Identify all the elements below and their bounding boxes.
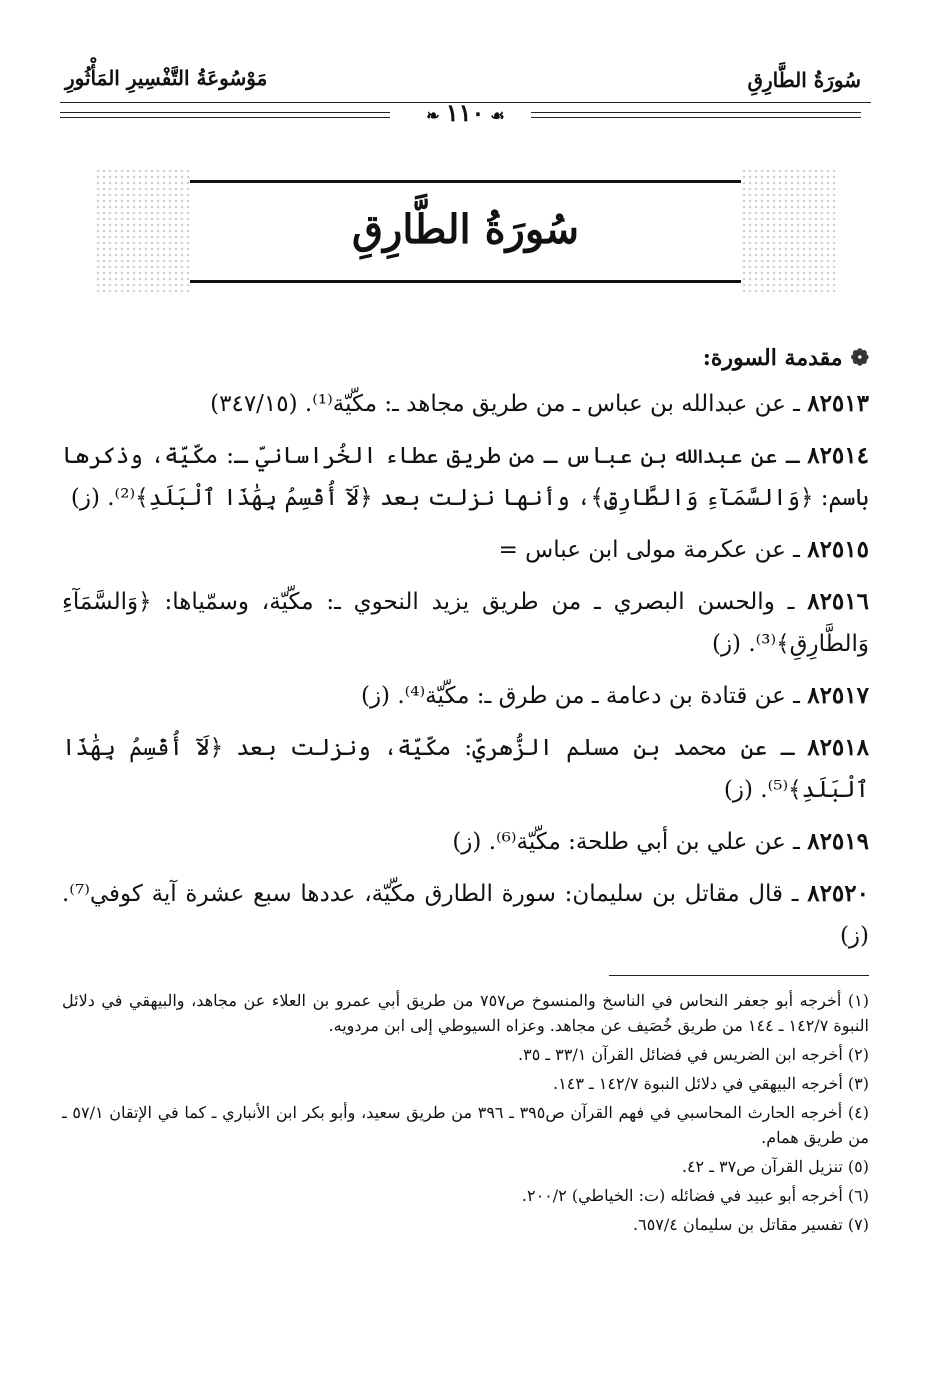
ornament-icon: ❧ [426, 106, 440, 125]
entry-number: ٨٢٥٢٠ [807, 880, 869, 907]
footnote-separator [609, 975, 869, 976]
entry-number: ٨٢٥١٤ [807, 442, 869, 469]
header-rule-left [60, 112, 390, 118]
narration-entry [62, 581, 869, 665]
entry-text: ـ قال مقاتل بن سليمان: سورة الطارق مكّيّة، عددها سبع عشرة آية كوفي⁽⁷⁾. (ز) [62, 881, 869, 949]
entry-text: ـ والحسن البصري ـ من طريق يزيد النحوي ـ: مكّيّة، وسمّياها: ﴿وَالسَّمَآءِ وَالطَّارِقِ﴾⁽³⁾. (ز) [62, 589, 869, 657]
page-header [60, 60, 871, 140]
footnote: (٢) أخرجه ابن الضريس في فضائل القرآن ٣٣/١ ـ ٣٥. [518, 1045, 869, 1064]
running-book-title: مَوْسُوعَةُ التَّفْسِيرِ المَأْثُورِ [65, 66, 268, 90]
surah-title: سُورَةُ الطَّارِقِ [351, 206, 580, 253]
entry-number: ٨٢٥١٩ [807, 828, 869, 855]
narration-entry [62, 727, 869, 811]
entry-text: ـ عن علي بن أبي طلحة: مكّيّة⁽⁶⁾. (ز) [452, 829, 808, 855]
entry-number: ٨٢٥١٥ [807, 536, 869, 563]
entry-text: ـ عن عكرمة مولى ابن عباس = [498, 537, 808, 563]
entry-text: ـ عن محمد بن مسلم الزُّهريّ: مكّيّة، ونزلت بعد ﴿لَآ أُقْسِمُ بِهَٰذَا ٱلْبَلَدِ﴾⁽⁵⁾. (ز) [62, 735, 869, 803]
footnote: (٧) تفسير مقاتل بن سليمان ٦٥٧/٤. [633, 1215, 869, 1234]
page-number: ١١٠ [445, 98, 485, 127]
narration-entry [62, 675, 869, 717]
entry-number: ٨٢٥١٨ [807, 734, 869, 761]
section-heading-text: مقدمة السورة: [702, 345, 843, 371]
main-content [62, 345, 869, 967]
entry-text: ـ عن قتادة بن دعامة ـ من طرق ـ: مكّيّة⁽⁴⁾. (ز) [360, 683, 808, 709]
entry-number: ٨٢٥١٣ [807, 390, 869, 417]
entry-number: ٨٢٥١٧ [807, 682, 869, 709]
entry-number: ٨٢٥١٦ [807, 588, 869, 615]
entry-text: ـ عن عبدالله بن عباس ـ من طريق مجاهد ـ: مكّيّة⁽¹⁾. (٣٤٧/١٥) [210, 391, 808, 417]
section-heading [62, 345, 869, 371]
narration-entry [62, 873, 869, 957]
narration-entry [62, 383, 869, 425]
narration-entry [62, 435, 869, 519]
entry-text: ـ عن عبدالله بن عباس ـ من طريق عطاء الخُراسانيّ ـ: مكّيّة، وذكرها باسم: ﴿وَالسَّمَآءِ وَالطَّارِقِ﴾، وأنها نزلت بعد ﴿لَآ أُقْسِمُ بِهَٰذَا ٱلْبَلَدِ﴾⁽²⁾. (ز) [62, 443, 869, 511]
ornament-icon: ☙ [490, 106, 505, 125]
footnote: (٤) أخرجه الحارث المحاسبي في فهم القرآن ص٣٩٥ ـ ٣٩٦ من طريق سعيد، وأبو بكر ابن الأنباري ـ كما في الإتقان ٥٧/١ ـ من طريق همام. [62, 1103, 870, 1147]
page-number-block [420, 98, 510, 127]
footnote: (١) أخرجه أبو جعفر النحاس في الناسخ والمنسوخ ص٧٥٧ من طريق أبي عمرو بن العلاء عن مجاهد، والبيهقي في دلائل النبوة ١٤٢/٧ ـ ١٤٤ من طريق خُصَيف عن مجاهد. وعزاه السيوطي إلى ابن مردويه. [62, 991, 870, 1035]
running-surah-name: سُورَةُ الطَّارِقِ [747, 68, 861, 92]
footnotes [62, 988, 869, 1241]
footnote: (٥) تنزيل القرآن ص٣٧ ـ ٤٢. [681, 1157, 869, 1176]
flower-ornament-icon: ❁ [850, 345, 869, 371]
footnote: (٦) أخرجه أبو عبيد في فضائله (ت: الخياطي) ٢٠٠/٢. [521, 1186, 869, 1205]
surah-title-frame [95, 168, 836, 293]
header-rule-right [531, 112, 861, 118]
narration-entry [62, 821, 869, 863]
narration-entry [62, 529, 869, 571]
footnote: (٣) أخرجه البيهقي في دلائل النبوة ١٤٢/٧ ـ ١٤٣. [553, 1074, 869, 1093]
title-bottom-rule [190, 280, 741, 283]
title-top-rule [190, 180, 741, 183]
